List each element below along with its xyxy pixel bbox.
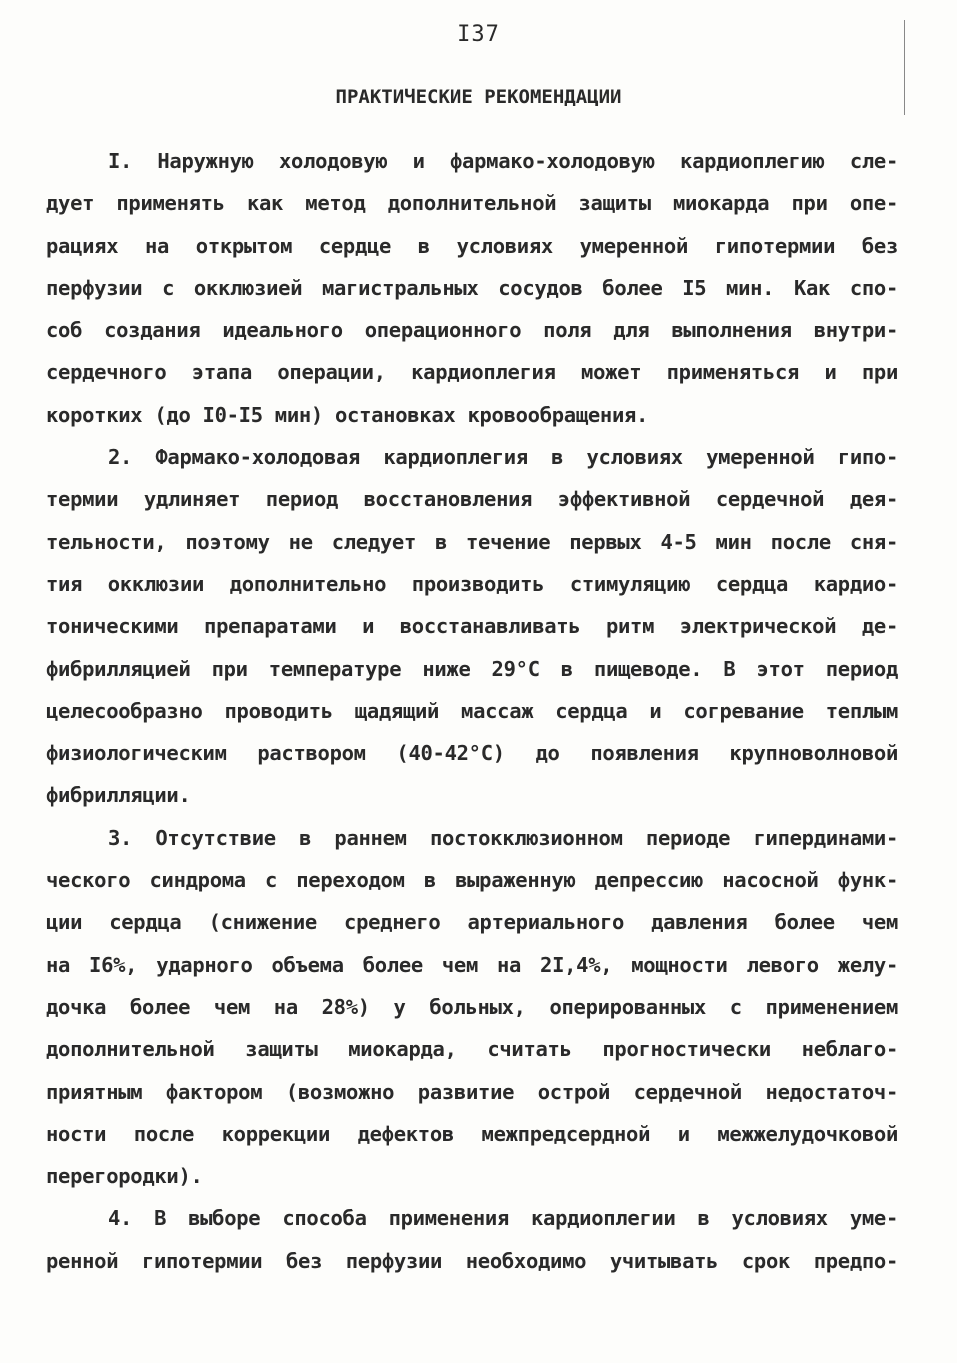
section-heading: ПРАКТИЧЕСКИЕ РЕКОМЕНДАЦИИ bbox=[335, 86, 622, 108]
paragraph-1-line-6: сердечного этапа операции, кардиоплегия может применяться и при bbox=[46, 360, 898, 385]
paragraph-2-line-6: фибрилляцией при температуре ниже 29°С в пищеводе. В этот период bbox=[46, 656, 898, 681]
paragraph-1-line-3: рациях на открытом сердце в условиях умеренной гипотермии без bbox=[46, 233, 898, 258]
paragraph-3-line-5: дочка более чем на 28%) у больных, оперированных с применением bbox=[46, 994, 898, 1019]
paragraph-1-line-5: соб создания идеального операционного поля для выполнения внутри- bbox=[46, 318, 898, 343]
paragraph-3-line-9: перегородки). bbox=[46, 1164, 203, 1189]
paragraph-4-line-1: 4. В выборе способа применения кардиоплегии в условиях уме- bbox=[108, 1206, 898, 1231]
paragraph-2-line-2: термии удлиняет период восстановления эффективной сердечной дея- bbox=[46, 487, 898, 512]
paragraph-3-line-4: на I6%, ударного объема более чем на 2I,4%, мощности левого желу- bbox=[46, 952, 898, 977]
page-number: I37 bbox=[457, 22, 500, 47]
paragraph-3-line-8: ности после коррекции дефектов межпредсердной и межжелудочковой bbox=[46, 1121, 898, 1146]
paragraph-4-line-2: ренной гипотермии без перфузии необходимо учитывать срок предпо- bbox=[46, 1248, 898, 1273]
body-text bbox=[46, 140, 898, 1282]
paragraph-3-line-6: дополнительной защиты миокарда, считать прогностически неблаго- bbox=[46, 1037, 898, 1062]
paragraph-3-line-7: приятным фактором (возможно развитие острой сердечной недостаточ- bbox=[46, 1079, 898, 1104]
paragraph-1-line-4: перфузии с окклюзией магистральных сосудов более I5 мин. Как спо- bbox=[46, 275, 898, 300]
paragraph-1-line-7: коротких (до I0-I5 мин) остановках кровообращения. bbox=[46, 402, 649, 427]
paragraph-2-line-5: тоническими препаратами и восстанавливать ритм электрической де- bbox=[46, 614, 898, 639]
paragraph-3-line-1: 3. Отсутствие в раннем постокклюзионном периоде гипердинами- bbox=[108, 825, 898, 850]
paragraph-2-line-4: тия окклюзии дополнительно производить стимуляцию сердца кардио- bbox=[46, 571, 898, 596]
paragraph-2-line-8: физиологическим раствором (40-42°С) до появления крупноволновой bbox=[46, 741, 898, 766]
paragraph-1-line-1: I. Наружную холодовую и фармако-холодовую кардиоплегию сле- bbox=[108, 149, 898, 173]
paragraph-2-line-1: 2. Фармако-холодовая кардиоплегия в условиях умеренной гипо- bbox=[108, 445, 898, 470]
paragraph-1-line-2: дует применять как метод дополнительной защиты миокарда при опе- bbox=[46, 191, 898, 216]
paragraph-2-line-3: тельности, поэтому не следует в течение первых 4-5 мин после сня- bbox=[46, 529, 898, 554]
paragraph-2-line-7: целесообразно проводить щадящий массаж сердца и согревание теплым bbox=[46, 698, 898, 723]
paragraph-3-line-2: ческого синдрома с переходом в выраженную депрессию насосной функ- bbox=[46, 868, 898, 893]
paragraph-3-line-3: ции сердца (снижение среднего артериального давления более чем bbox=[46, 910, 898, 935]
paragraph-2-line-9: фибрилляции. bbox=[46, 783, 191, 808]
